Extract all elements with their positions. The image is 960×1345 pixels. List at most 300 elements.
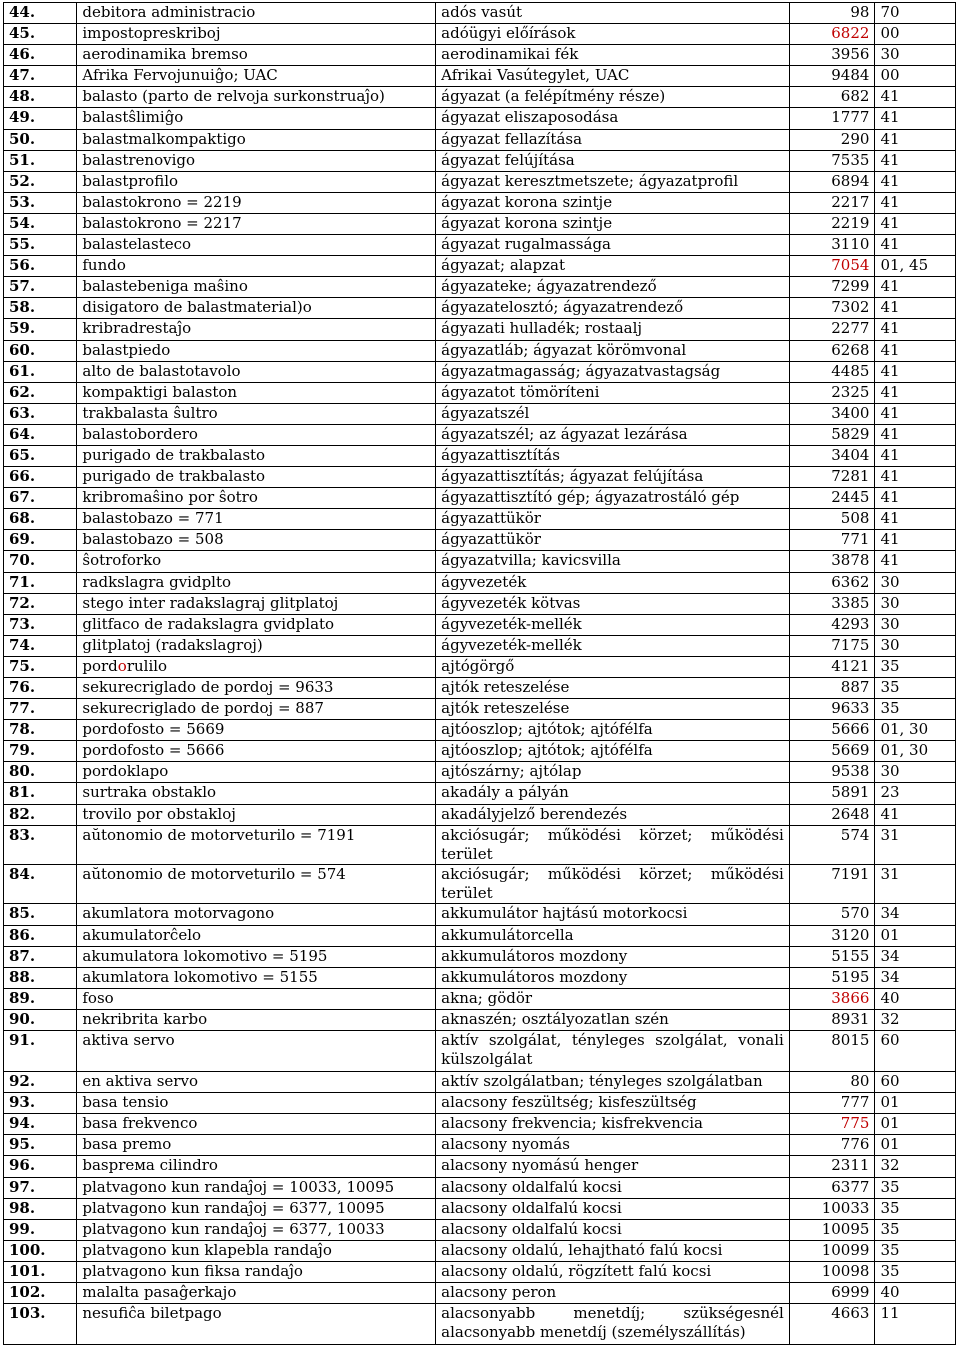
table-row — [4, 1282, 956, 1303]
entry-number: 90. — [4, 1009, 77, 1030]
esperanto-term: akumlatora motorvagono — [77, 904, 436, 925]
esperanto-term: pordofosto = 5669 — [77, 720, 436, 741]
esperanto-term: stego inter radakslagraj glitplatoj — [77, 593, 436, 614]
term-code: 2311 — [789, 1156, 875, 1177]
esperanto-term-part: o — [117, 656, 127, 675]
entry-number: 54. — [4, 213, 77, 234]
esperanto-term: balastŝlimiĝo — [77, 108, 436, 129]
esperanto-term: basa frekvenco — [77, 1114, 436, 1135]
category-code: 34 — [875, 946, 956, 967]
category-code: 41 — [875, 319, 956, 340]
hungarian-term: alacsony oldalú, rögzített falú kocsi — [436, 1261, 790, 1282]
entry-number: 102. — [4, 1282, 77, 1303]
table-row — [4, 213, 956, 234]
term-code: 682 — [789, 87, 875, 108]
term-code: 776 — [789, 1135, 875, 1156]
table-row — [4, 946, 956, 967]
term-code: 3120 — [789, 925, 875, 946]
category-code: 30 — [875, 45, 956, 66]
table-row — [4, 1072, 956, 1093]
term-code: 3110 — [789, 235, 875, 256]
category-code: 40 — [875, 988, 956, 1009]
hungarian-term: ágyazat (a felépítmény része) — [436, 87, 790, 108]
entry-number: 77. — [4, 699, 77, 720]
esperanto-term: en aktiva servo — [77, 1072, 436, 1093]
term-code: 6894 — [789, 171, 875, 192]
entry-number: 76. — [4, 678, 77, 699]
table-row — [4, 256, 956, 277]
term-code: 6377 — [789, 1177, 875, 1198]
esperanto-term: balastprofilo — [77, 171, 436, 192]
esperanto-term: balastobordero — [77, 424, 436, 445]
category-code: 41 — [875, 108, 956, 129]
entry-number: 88. — [4, 967, 77, 988]
entry-number: 62. — [4, 382, 77, 403]
table-row — [4, 45, 956, 66]
esperanto-term: akumulatora lokomotivo = 5195 — [77, 946, 436, 967]
esperanto-term: akumulatorĉelo — [77, 925, 436, 946]
hungarian-term: akadályjelző berendezés — [436, 804, 790, 825]
table-row — [4, 1135, 956, 1156]
esperanto-term: purigado de trakbalasto — [77, 467, 436, 488]
term-code: 9484 — [789, 66, 875, 87]
table-row — [4, 720, 956, 741]
esperanto-term — [77, 656, 436, 677]
esperanto-term: trakbalasta ŝultro — [77, 403, 436, 424]
table-row — [4, 277, 956, 298]
term-code: 771 — [789, 530, 875, 551]
hungarian-term: ajtók reteszelése — [436, 678, 790, 699]
table-row — [4, 825, 956, 864]
table-row — [4, 445, 956, 466]
term-code: 7281 — [789, 467, 875, 488]
table-row — [4, 382, 956, 403]
term-code: 3956 — [789, 45, 875, 66]
hungarian-term: akkumulátoros mozdony — [436, 946, 790, 967]
table-row — [4, 1219, 956, 1240]
hungarian-term: adóügyi előírások — [436, 24, 790, 45]
term-code: 5891 — [789, 783, 875, 804]
category-code: 41 — [875, 530, 956, 551]
table-row — [4, 66, 956, 87]
esperanto-term: glitfaco de radakslagra gvidplato — [77, 614, 436, 635]
term-code: 8931 — [789, 1009, 875, 1030]
hungarian-term: akna; gödör — [436, 988, 790, 1009]
table-row — [4, 804, 956, 825]
category-code: 41 — [875, 298, 956, 319]
category-code: 41 — [875, 424, 956, 445]
esperanto-term: impostopreskriboj — [77, 24, 436, 45]
table-row — [4, 783, 956, 804]
term-code: 4485 — [789, 361, 875, 382]
esperanto-term: malalta pasaĝerkajo — [77, 1282, 436, 1303]
entry-number: 65. — [4, 445, 77, 466]
entry-number: 86. — [4, 925, 77, 946]
category-code: 41 — [875, 509, 956, 530]
term-code: 3400 — [789, 403, 875, 424]
term-code: 5666 — [789, 720, 875, 741]
table-row — [4, 171, 956, 192]
entry-number: 50. — [4, 129, 77, 150]
entry-number: 68. — [4, 509, 77, 530]
entry-number: 44. — [4, 3, 77, 24]
term-code: 6268 — [789, 340, 875, 361]
hungarian-term: ajtóoszlop; ajtótok; ajtófélfa — [436, 741, 790, 762]
category-code: 41 — [875, 150, 956, 171]
hungarian-term: ágyazattisztítás — [436, 445, 790, 466]
hungarian-term: ágyazatmagasság; ágyazatvastagság — [436, 361, 790, 382]
hungarian-term: aktív szolgálatban; tényleges szolgálatban — [436, 1072, 790, 1093]
hungarian-term: ágyazat; alapzat — [436, 256, 790, 277]
category-code: 01 — [875, 925, 956, 946]
entry-number: 94. — [4, 1114, 77, 1135]
entry-number: 47. — [4, 66, 77, 87]
esperanto-term: disigatoro de balastmaterial)o — [77, 298, 436, 319]
table-row — [4, 551, 956, 572]
category-code: 41 — [875, 467, 956, 488]
esperanto-term: glitplatoj (radakslagroj) — [77, 635, 436, 656]
term-code: 10099 — [789, 1240, 875, 1261]
hungarian-term: alacsony nyomás — [436, 1135, 790, 1156]
hungarian-term: ágyazatszél — [436, 403, 790, 424]
table-row — [4, 1093, 956, 1114]
entry-number: 92. — [4, 1072, 77, 1093]
hungarian-term: ajtógörgő — [436, 656, 790, 677]
hungarian-term: ágyazatelosztó; ágyazatrendező — [436, 298, 790, 319]
table-row — [4, 614, 956, 635]
entry-number: 60. — [4, 340, 77, 361]
term-code: 6999 — [789, 1282, 875, 1303]
hungarian-term: ágyazattisztító gép; ágyazatrostáló gép — [436, 488, 790, 509]
esperanto-term: radkslagra gvidplto — [77, 572, 436, 593]
hungarian-term: ágyazat korona szintje — [436, 213, 790, 234]
table-row — [4, 635, 956, 656]
hungarian-term: akciósugár; működési körzet; működési terület — [436, 865, 790, 904]
table-row — [4, 361, 956, 382]
entry-number: 91. — [4, 1031, 77, 1072]
term-code: 7191 — [789, 865, 875, 904]
hungarian-term: ágyazat keresztmetszete; ágyazatprofil — [436, 171, 790, 192]
esperanto-term: nesufiĉa biletpago — [77, 1304, 436, 1345]
entry-number: 71. — [4, 572, 77, 593]
entry-number: 69. — [4, 530, 77, 551]
hungarian-term: ajtók reteszelése — [436, 699, 790, 720]
esperanto-term: balastpiedo — [77, 340, 436, 361]
entry-number: 96. — [4, 1156, 77, 1177]
hungarian-term: akkumulátoros mozdony — [436, 967, 790, 988]
category-code: 34 — [875, 967, 956, 988]
category-code: 34 — [875, 904, 956, 925]
entry-number: 74. — [4, 635, 77, 656]
table-row — [4, 699, 956, 720]
esperanto-term: balastrenovigo — [77, 150, 436, 171]
table-row — [4, 904, 956, 925]
table-row — [4, 656, 956, 677]
hungarian-term: ágyazattükör — [436, 509, 790, 530]
term-code: 3866 — [789, 988, 875, 1009]
entry-number: 82. — [4, 804, 77, 825]
esperanto-term: balastokrono = 2217 — [77, 213, 436, 234]
esperanto-term: platvagono kun randaĵoj = 6377, 10033 — [77, 1219, 436, 1240]
entry-number: 53. — [4, 192, 77, 213]
term-code: 80 — [789, 1072, 875, 1093]
category-code: 35 — [875, 678, 956, 699]
category-code: 41 — [875, 445, 956, 466]
entry-number: 89. — [4, 988, 77, 1009]
table-row — [4, 865, 956, 904]
hungarian-term: ágyazat fellazítása — [436, 129, 790, 150]
table-row — [4, 1031, 956, 1072]
entry-number: 46. — [4, 45, 77, 66]
hungarian-term: akkumulátor hajtású motorkocsi — [436, 904, 790, 925]
category-code: 41 — [875, 340, 956, 361]
category-code: 00 — [875, 24, 956, 45]
hungarian-term: ágyazat rugalmassága — [436, 235, 790, 256]
entry-number: 93. — [4, 1093, 77, 1114]
hungarian-term: ágyazatszél; az ágyazat lezárása — [436, 424, 790, 445]
category-code: 41 — [875, 488, 956, 509]
term-code: 290 — [789, 129, 875, 150]
term-code: 4121 — [789, 656, 875, 677]
term-code: 6362 — [789, 572, 875, 593]
hungarian-term: aktív szolgálat, tényleges szolgálat, vonali külszolgálat — [436, 1031, 790, 1072]
term-code: 5155 — [789, 946, 875, 967]
hungarian-term: adós vasút — [436, 3, 790, 24]
term-code: 5195 — [789, 967, 875, 988]
entry-number: 99. — [4, 1219, 77, 1240]
entry-number: 64. — [4, 424, 77, 445]
entry-number: 61. — [4, 361, 77, 382]
entry-number: 48. — [4, 87, 77, 108]
hungarian-term: alacsony frekvencia; kisfrekvencia — [436, 1114, 790, 1135]
term-code: 8015 — [789, 1031, 875, 1072]
term-code: 2219 — [789, 213, 875, 234]
category-code: 01, 30 — [875, 720, 956, 741]
esperanto-term: platvagono kun klapebla randaĵo — [77, 1240, 436, 1261]
vocabulary-rows — [4, 3, 956, 1345]
table-row — [4, 1177, 956, 1198]
hungarian-term: ágyazattükör — [436, 530, 790, 551]
esperanto-term: balastelasteco — [77, 235, 436, 256]
category-code: 35 — [875, 1198, 956, 1219]
esperanto-term: fundo — [77, 256, 436, 277]
category-code: 35 — [875, 1219, 956, 1240]
table-row — [4, 424, 956, 445]
category-code: 30 — [875, 635, 956, 656]
category-code: 31 — [875, 865, 956, 904]
esperanto-term: purigado de trakbalasto — [77, 445, 436, 466]
table-row — [4, 988, 956, 1009]
term-code: 2445 — [789, 488, 875, 509]
category-code: 41 — [875, 235, 956, 256]
esperanto-term: baspreма cilindro — [77, 1156, 436, 1177]
hungarian-term: ajtószárny; ajtólap — [436, 762, 790, 783]
term-code: 7175 — [789, 635, 875, 656]
table-row — [4, 235, 956, 256]
category-code: 40 — [875, 1282, 956, 1303]
hungarian-term: aerodinamikai fék — [436, 45, 790, 66]
esperanto-term: foso — [77, 988, 436, 1009]
entry-number: 67. — [4, 488, 77, 509]
entry-number: 79. — [4, 741, 77, 762]
hungarian-term: ajtóoszlop; ajtótok; ajtófélfa — [436, 720, 790, 741]
table-row — [4, 572, 956, 593]
category-code: 41 — [875, 382, 956, 403]
category-code: 41 — [875, 87, 956, 108]
term-code: 887 — [789, 678, 875, 699]
category-code: 30 — [875, 572, 956, 593]
term-code: 7299 — [789, 277, 875, 298]
table-row — [4, 150, 956, 171]
entry-number: 51. — [4, 150, 77, 171]
term-code: 2648 — [789, 804, 875, 825]
esperanto-term: surtraka obstaklo — [77, 783, 436, 804]
category-code: 30 — [875, 762, 956, 783]
entry-number: 85. — [4, 904, 77, 925]
category-code: 01, 30 — [875, 741, 956, 762]
table-row — [4, 87, 956, 108]
entry-number: 83. — [4, 825, 77, 864]
entry-number: 59. — [4, 319, 77, 340]
vocabulary-table — [3, 2, 956, 1345]
entry-number: 66. — [4, 467, 77, 488]
table-row — [4, 24, 956, 45]
category-code: 41 — [875, 551, 956, 572]
table-row — [4, 762, 956, 783]
hungarian-term: ágyazati hulladék; rostaalj — [436, 319, 790, 340]
hungarian-term: ágyazat korona szintje — [436, 192, 790, 213]
category-code: 23 — [875, 783, 956, 804]
hungarian-term: Afrikai Vasútegylet, UAC — [436, 66, 790, 87]
category-code: 01 — [875, 1135, 956, 1156]
esperanto-term: aŭtonomio de motorveturilo = 7191 — [77, 825, 436, 864]
table-row — [4, 488, 956, 509]
entry-number: 72. — [4, 593, 77, 614]
category-code: 41 — [875, 192, 956, 213]
esperanto-term: nekribrita karbo — [77, 1009, 436, 1030]
category-code: 70 — [875, 3, 956, 24]
hungarian-term: ágyazat felújítása — [436, 150, 790, 171]
category-code: 11 — [875, 1304, 956, 1345]
term-code: 3878 — [789, 551, 875, 572]
hungarian-term: ágyvezeték — [436, 572, 790, 593]
category-code: 35 — [875, 656, 956, 677]
hungarian-term: alacsony nyomású henger — [436, 1156, 790, 1177]
category-code: 35 — [875, 1240, 956, 1261]
table-row — [4, 403, 956, 424]
esperanto-term: platvagono kun randaĵoj = 10033, 10095 — [77, 1177, 436, 1198]
hungarian-term: ágyazatvilla; kavicsvilla — [436, 551, 790, 572]
hungarian-term: alacsony oldalfalú kocsi — [436, 1177, 790, 1198]
term-code: 5669 — [789, 741, 875, 762]
category-code: 41 — [875, 129, 956, 150]
table-row — [4, 319, 956, 340]
hungarian-term: ágyazateke; ágyazatrendező — [436, 277, 790, 298]
esperanto-term: kompaktigi balaston — [77, 382, 436, 403]
esperanto-term-part: pord — [82, 656, 118, 675]
table-row — [4, 108, 956, 129]
hungarian-term: alacsony peron — [436, 1282, 790, 1303]
esperanto-term: pordoklapo — [77, 762, 436, 783]
category-code: 32 — [875, 1009, 956, 1030]
entry-number: 98. — [4, 1198, 77, 1219]
esperanto-term: sekurecriglado de pordoj = 887 — [77, 699, 436, 720]
term-code: 777 — [789, 1093, 875, 1114]
hungarian-term: akadály a pályán — [436, 783, 790, 804]
category-code: 41 — [875, 804, 956, 825]
esperanto-term: debitora administracio — [77, 3, 436, 24]
hungarian-term: alacsonyabb menetdíj; szükségesnél alacsonyabb menetdíj (személyszállítás) — [436, 1304, 790, 1345]
esperanto-term: aŭtonomio de motorveturilo = 574 — [77, 865, 436, 904]
esperanto-term: platvagono kun fiksa randaĵo — [77, 1261, 436, 1282]
hungarian-term: alacsony oldalfalú kocsi — [436, 1219, 790, 1240]
esperanto-term: basa tensio — [77, 1093, 436, 1114]
hungarian-term: akkumulátorcella — [436, 925, 790, 946]
table-row — [4, 1304, 956, 1345]
category-code: 41 — [875, 361, 956, 382]
hungarian-term: alacsony feszültség; kisfeszültség — [436, 1093, 790, 1114]
entry-number: 49. — [4, 108, 77, 129]
entry-number: 84. — [4, 865, 77, 904]
term-code: 10095 — [789, 1219, 875, 1240]
term-code: 5829 — [789, 424, 875, 445]
esperanto-term: ŝotroforko — [77, 551, 436, 572]
category-code: 01, 45 — [875, 256, 956, 277]
entry-number: 97. — [4, 1177, 77, 1198]
table-row — [4, 1114, 956, 1135]
esperanto-term: balastmalkompaktigo — [77, 129, 436, 150]
term-code: 7302 — [789, 298, 875, 319]
hungarian-term: alacsony oldalú, lehajtható falú kocsi — [436, 1240, 790, 1261]
term-code: 7535 — [789, 150, 875, 171]
table-row — [4, 509, 956, 530]
table-row — [4, 925, 956, 946]
term-code: 2217 — [789, 192, 875, 213]
esperanto-term: basa premo — [77, 1135, 436, 1156]
hungarian-term: ágyazatláb; ágyazat körömvonal — [436, 340, 790, 361]
entry-number: 80. — [4, 762, 77, 783]
table-row — [4, 1198, 956, 1219]
hungarian-term: aknaszén; osztályozatlan szén — [436, 1009, 790, 1030]
term-code: 574 — [789, 825, 875, 864]
entry-number: 73. — [4, 614, 77, 635]
hungarian-term: akciósugár; működési körzet; működési terület — [436, 825, 790, 864]
esperanto-term: balastobazo = 771 — [77, 509, 436, 530]
category-code: 32 — [875, 1156, 956, 1177]
term-code: 4663 — [789, 1304, 875, 1345]
esperanto-term: trovilo por obstakloj — [77, 804, 436, 825]
table-row — [4, 530, 956, 551]
esperanto-term: kribradrestaĵo — [77, 319, 436, 340]
hungarian-term: ágyvezeték kötvas — [436, 593, 790, 614]
category-code: 01 — [875, 1093, 956, 1114]
entry-number: 55. — [4, 235, 77, 256]
entry-number: 56. — [4, 256, 77, 277]
table-row — [4, 1156, 956, 1177]
esperanto-term: balastobazo = 508 — [77, 530, 436, 551]
esperanto-term: balastebeniga maŝino — [77, 277, 436, 298]
category-code: 31 — [875, 825, 956, 864]
term-code: 3385 — [789, 593, 875, 614]
entry-number: 58. — [4, 298, 77, 319]
table-row — [4, 3, 956, 24]
esperanto-term: alto de balastotavolo — [77, 361, 436, 382]
table-row — [4, 678, 956, 699]
term-code: 2325 — [789, 382, 875, 403]
term-code: 98 — [789, 3, 875, 24]
term-code: 3404 — [789, 445, 875, 466]
entry-number: 78. — [4, 720, 77, 741]
